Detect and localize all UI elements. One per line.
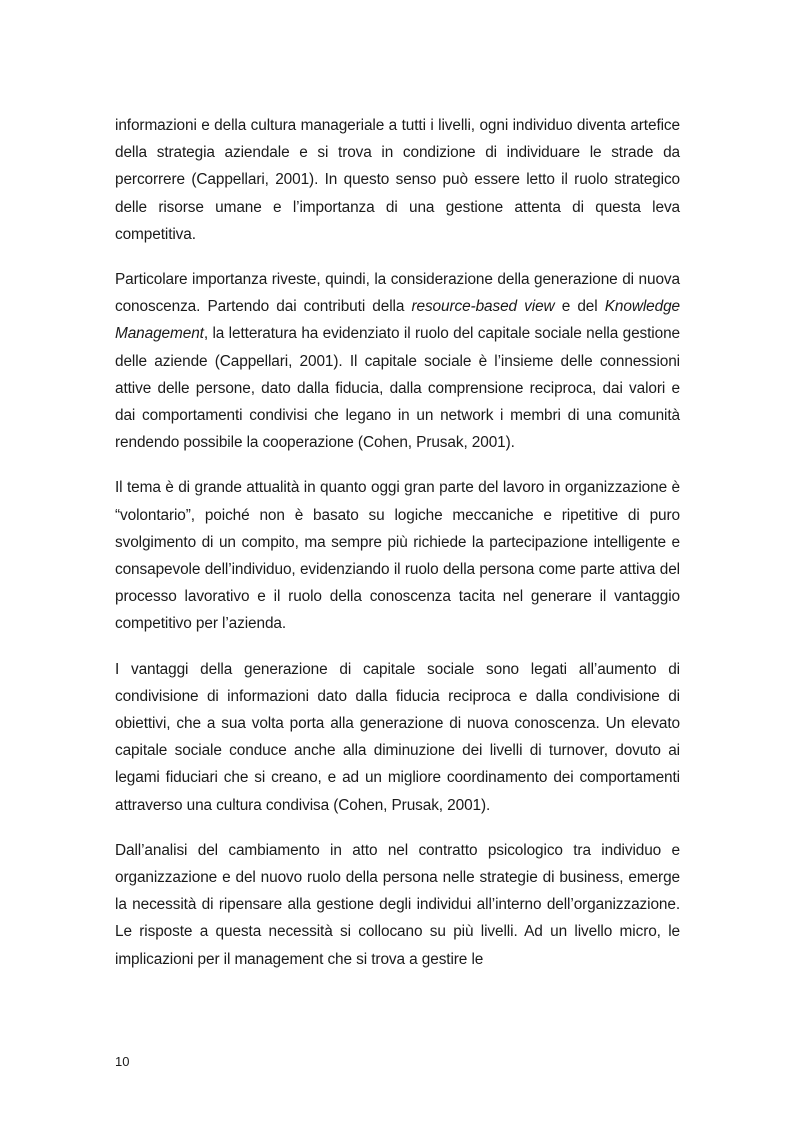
paragraph-1 bbox=[115, 112, 680, 248]
paragraph-2-text-c: , la letteratura ha evidenziato il ruolo del capitale sociale nella gestione delle aziende (Cappellari, 2001). Il capitale sociale è l’insieme delle connessioni attive delle persone, dato dalla fiducia, dalla comprensione reciproca, dai valori e dai comportamenti condivisi che legano in un network i membri di una comunità rendendo possibile la cooperazione (Cohen, Prusak, 2001). bbox=[115, 325, 680, 452]
paragraph-5 bbox=[115, 837, 680, 973]
paragraph-2-text-a: Particolare importanza riveste, quindi, la considerazione della generazione di nuova conoscenza. Partendo dai contributi della bbox=[115, 271, 680, 316]
resource-based-view-term: resource-based view bbox=[411, 298, 555, 316]
knowledge-management-term: Knowledge Management bbox=[115, 298, 680, 343]
body-text bbox=[115, 112, 680, 991]
paragraph-4-text: I vantaggi della generazione di capitale sociale sono legati all’aumento di condivisione di informazioni dato dalla fiducia reciproca e dalla condivisione di obiettivi, che a sua volta porta alla generazione di nuova conoscenza. Un elevato capitale sociale conduce anche alla diminuzione dei livelli di turnover, dovuto ai legami fiduciari che si creano, e ad un migliore coordinamento dei comportamenti attraverso una cultura condivisa (Cohen, Prusak, 2001). bbox=[115, 660, 680, 814]
paragraph-2 bbox=[115, 266, 680, 456]
paragraph-2-text-b: e del bbox=[554, 298, 605, 316]
paragraph-3-text: Il tema è di grande attualità in quanto oggi gran parte del lavoro in organizzazione è “volontario”, poiché non è basato su logiche meccaniche e ripetitive di puro svolgimento di un compito, ma sempre più richiede la partecipazione intelligente e consapevole dell’individuo, evidenziando il ruolo della persona come parte attiva del processo lavorativo e il ruolo della conoscenza tacita nel generare il vantaggio competitivo per l’azienda. bbox=[115, 479, 680, 633]
paragraph-3 bbox=[115, 474, 680, 637]
paragraph-4 bbox=[115, 656, 680, 819]
page-number: 10 bbox=[115, 1054, 130, 1069]
paragraph-1-text: informazioni e della cultura manageriale a tutti i livelli, ogni individuo diventa artefice della strategia aziendale e si trova in condizione di individuare le strade da percorrere (Cappellari, 2001). In questo senso può essere letto il ruolo strategico delle risorse umane e l’importanza di una gestione attenta di questa leva competitiva. bbox=[115, 117, 680, 243]
paragraph-5-text: Dall’analisi del cambiamento in atto nel contratto psicologico tra individuo e organizzazione e del nuovo ruolo della persona nelle strategie di business, emerge la necessità di ripensare alla gestione degli individui all’interno dell’organizzazione. Le risposte a questa necessità si collocano su più livelli. Ad un livello micro, le implicazioni per il management che si trova a gestire le bbox=[115, 841, 680, 968]
